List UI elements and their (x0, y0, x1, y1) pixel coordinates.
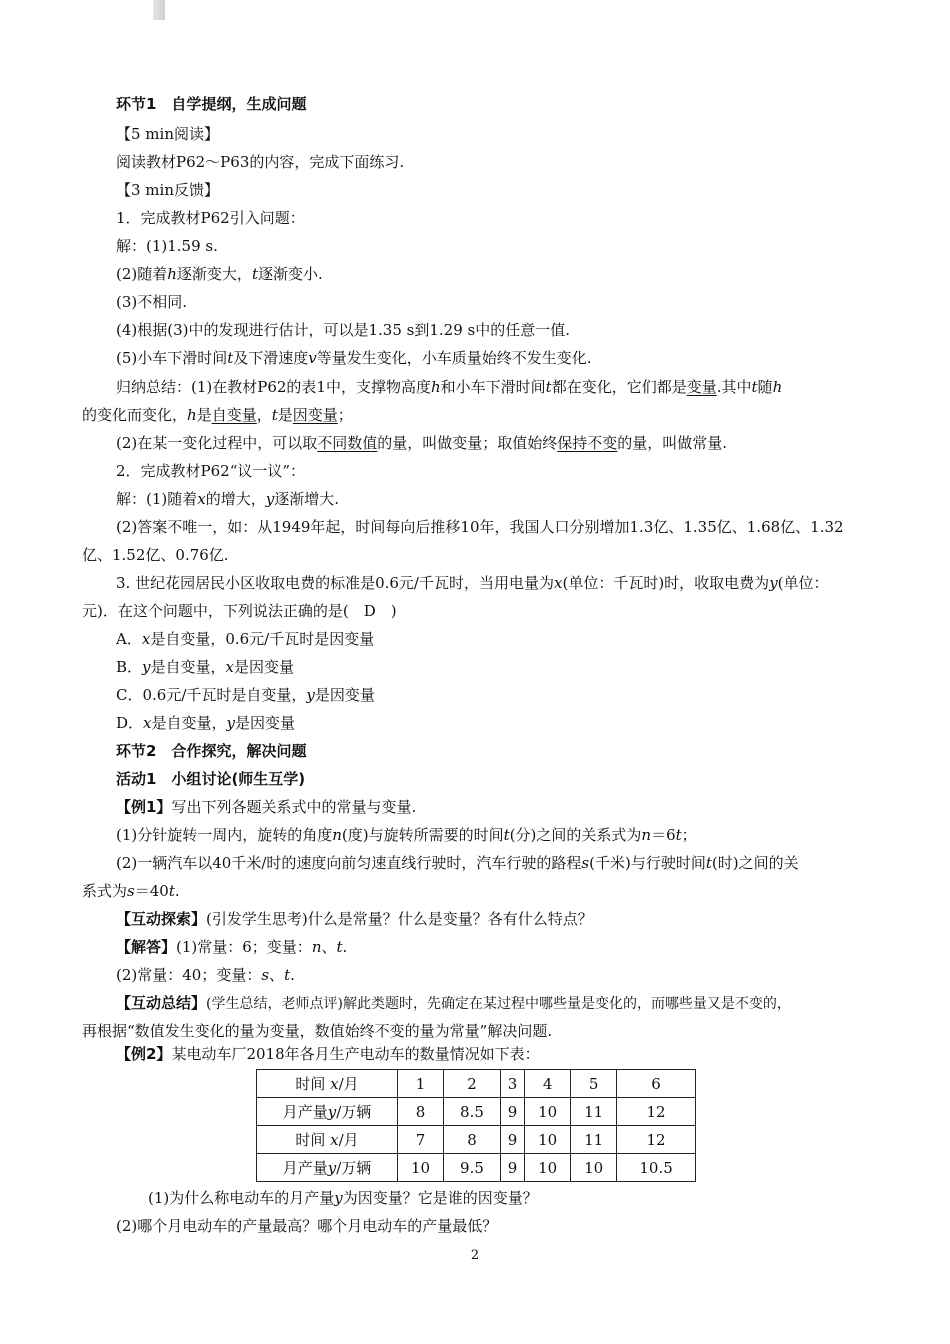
table-cell: 9 (500, 1154, 524, 1182)
answer-line-2: (2)常量：40；变量：s、t. (116, 966, 295, 984)
option-d: D．x是自变量，y是因变量 (116, 714, 296, 732)
table-row (257, 1126, 696, 1154)
q2-answer-2: (2)答案不唯一，如：从1949年起，时间每向后推移10年，我国人口分别增加1.3亿、1.35亿、1.68亿、1.32 (116, 518, 844, 536)
table-cell: 11 (571, 1098, 617, 1126)
table-cell: 11 (571, 1126, 617, 1154)
q1-answer-4: (4)根据(3)中的发现进行估计，可以是1.35 s到1.29 s中的任意一值. (116, 321, 570, 339)
q1-answer-3: (3)不相同. (116, 293, 188, 311)
interactive-summary: 【互动总结】(学生总结，老师点评)解此类题时，先确定在某过程中哪些量是变化的，而哪些量又是不变的， (116, 994, 791, 1012)
example-2-question-2: (2)哪个月电动车的产量最高？哪个月电动车的产量最低？ (116, 1217, 498, 1235)
feedback-tag: 【3 min反馈】 (116, 181, 219, 199)
q1-answer-1: 解：(1)1.59 s. (116, 237, 218, 255)
interactive-explore: 【互动探索】(引发学生思考)什么是常量？什么是变量？各有什么特点？ (116, 910, 593, 928)
summary-line-3: (2)在某一变化过程中，可以取不同数值的量，叫做变量；取值始终保持不变的量，叫做常量. (116, 434, 728, 452)
example-1-item-2-cont: 系式为s＝40t. (82, 882, 180, 900)
section-title-1: 环节1 自学提纲，生成问题 (116, 95, 307, 113)
section-title-2: 环节2 合作探究，解决问题 (116, 742, 307, 760)
example-2: 【例2】某电动车厂2018年各月生产电动车的数量情况如下表： (116, 1045, 540, 1063)
table-cell: 9 (500, 1126, 524, 1154)
q2-answer-1: 解：(1)随着x的增大，y逐渐增大. (116, 490, 339, 508)
example-1-item-2: (2)一辆汽车以40千米/时的速度向前匀速直线行驶时，汽车行驶的路程s(千米)与行驶时间t(时)之间的关 (116, 854, 799, 872)
q1-answer-5: (5)小车下滑时间t及下滑速度v等量发生变化，小车质量始终不发生变化. (116, 349, 592, 367)
table-cell: 10 (398, 1154, 444, 1182)
question-2: 2．完成教材P62“议一议”： (116, 462, 306, 480)
activity-title: 活动1 小组讨论(师生互学) (116, 770, 306, 788)
table-cell: 9.5 (444, 1154, 501, 1182)
table-header-production: 月产量y/万辆 (257, 1098, 398, 1126)
read-tag: 【5 min阅读】 (116, 125, 219, 143)
table-cell: 7 (398, 1126, 444, 1154)
q1-answer-2: (2)随着h逐渐变大，t逐渐变小. (116, 265, 323, 283)
table-cell: 8.5 (444, 1098, 501, 1126)
table-row (257, 1154, 696, 1182)
table-cell: 10 (525, 1126, 571, 1154)
table-cell: 10 (525, 1098, 571, 1126)
table-header-production: 月产量y/万辆 (257, 1154, 398, 1182)
table-cell: 10 (571, 1154, 617, 1182)
question-3: 3. 世纪花园居民小区收取电费的标准是0.6元/千瓦时，当用电量为x(单位：千瓦时)时，收取电费为y(单位： (116, 574, 829, 592)
table-header-time: 时间 x/月 (257, 1126, 398, 1154)
table-cell: 9 (500, 1098, 524, 1126)
summary-line-2: 的变化而变化，h是自变量，t是因变量； (82, 406, 353, 424)
example-1: 【例1】写出下列各题关系式中的常量与变量. (116, 798, 417, 816)
example-1-item-1: (1)分针旋转一周内，旋转的角度n(度)与旋转所需要的时间t(分)之间的关系式为n＝6t； (116, 826, 697, 844)
table-cell: 12 (617, 1098, 696, 1126)
table-cell: 6 (617, 1070, 696, 1098)
interactive-summary-cont: 再根据“数值发生变化的量为变量，数值始终不变的量为常量”解决问题. (82, 1022, 553, 1040)
table-cell: 8 (444, 1126, 501, 1154)
table-cell: 12 (617, 1126, 696, 1154)
q2-answer-2-cont: 亿、1.52亿、0.76亿. (82, 546, 229, 564)
option-b: B．y是自变量，x是因变量 (116, 658, 295, 676)
table-row (257, 1098, 696, 1126)
table-cell: 2 (444, 1070, 501, 1098)
read-text: 阅读教材P62～P63的内容，完成下面练习. (116, 153, 405, 171)
option-c: C．0.6元/千瓦时是自变量，y是因变量 (116, 686, 375, 704)
table-cell: 8 (398, 1098, 444, 1126)
table-cell: 4 (525, 1070, 571, 1098)
example-2-question-1: (1)为什么称电动车的月产量y为因变量？它是谁的因变量？ (148, 1189, 538, 1207)
table-cell: 5 (571, 1070, 617, 1098)
table-cell: 1 (398, 1070, 444, 1098)
table-cell: 10.5 (617, 1154, 696, 1182)
table-header-time: 时间 x/月 (257, 1070, 398, 1098)
scan-mark (153, 0, 165, 20)
question-3-cont: 元)．在这个问题中，下列说法正确的是( D ) (82, 602, 397, 620)
table-cell: 3 (500, 1070, 524, 1098)
production-table (256, 1069, 696, 1182)
question-1: 1．完成教材P62引入问题： (116, 209, 305, 227)
table-row (257, 1070, 696, 1098)
page-number: 2 (470, 1248, 480, 1263)
answer-line-1: 【解答】(1)常量：6；变量：n、t. (116, 938, 348, 956)
summary-line-1: 归纳总结：(1)在教材P62的表1中，支撑物高度h和小车下滑时间t都在变化，它们都是变量.其中t随h (116, 378, 783, 396)
table-cell: 10 (525, 1154, 571, 1182)
option-a: A．x是自变量，0.6元/千瓦时是因变量 (116, 630, 375, 648)
